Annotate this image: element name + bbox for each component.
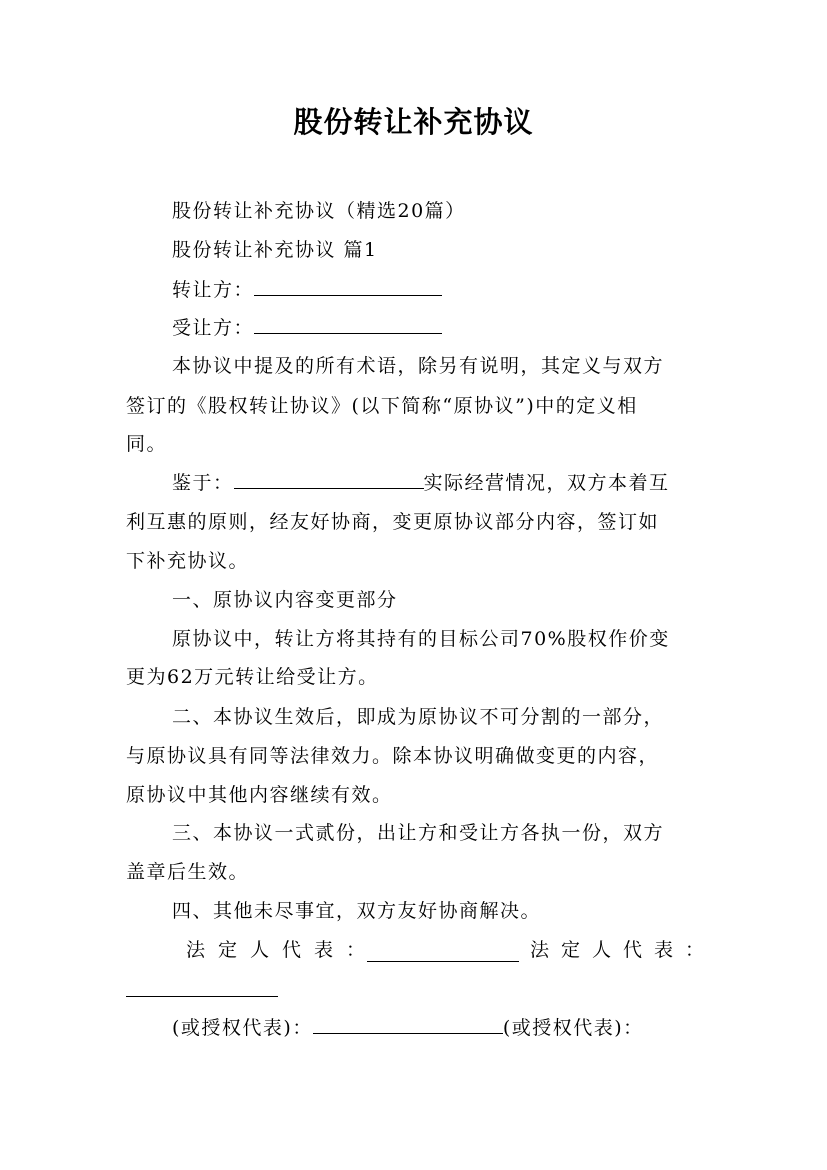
section-heading: 股份转让补充协议 篇1: [172, 239, 378, 261]
para2-prefix: 鉴于：: [172, 472, 234, 494]
authorized-left-label: (或授权代表)：: [172, 1017, 313, 1039]
para2-line-1: [172, 470, 670, 496]
legal-rep-left-label: 法定人代表：: [186, 939, 379, 961]
clause3-line-2: 盖章后生效。: [126, 861, 250, 883]
para2-blank: [234, 470, 424, 489]
clause1-line-1: 原协议中，转让方将其持有的目标公司70%股权作价变: [172, 628, 670, 650]
para2-line-2: 利互惠的原则，经友好协商，变更原协议部分内容，签订如: [126, 511, 660, 533]
authorized-line: [172, 1015, 644, 1041]
transferor-label: 转让方：: [172, 279, 255, 301]
transferee-label: 受让方：: [172, 317, 255, 339]
para2-line-3: 下补充协议。: [126, 550, 250, 572]
para1-line-1: 本协议中提及的所有术语，除另有说明，其定义与双方: [172, 355, 665, 377]
document-subtitle: 股份转让补充协议（精选20篇）: [172, 200, 466, 222]
legal-rep-right-label: 法定人代表：: [530, 939, 717, 961]
authorized-left-blank: [313, 1015, 503, 1034]
clause4: 四、其他未尽事宜，双方友好协商解决。: [172, 900, 542, 922]
para1-line-2: 签订的《股权转让协议》(以下简称“原协议”)中的定义相: [126, 395, 638, 417]
clause1-heading: 一、原协议内容变更部分: [172, 589, 398, 611]
authorized-right-label: (或授权代表)：: [502, 1017, 644, 1039]
transferee-line: [172, 315, 442, 341]
legal-rep-right-blank: [126, 978, 278, 997]
para1-line-3: 同。: [126, 433, 168, 455]
clause3-line-1: 三、本协议一式贰份，出让方和受让方各执一份，双方: [172, 822, 665, 844]
clause1-line-2: 更为62万元转让给受让方。: [126, 666, 379, 688]
transferee-blank: [254, 315, 442, 334]
transferor-blank: [254, 277, 442, 296]
legal-rep-left-blank: [367, 943, 519, 962]
clause2-line-3: 原协议中其他内容继续有效。: [126, 784, 393, 806]
clause2-line-2: 与原协议具有同等法律效力。除本协议明确做变更的内容，: [126, 745, 660, 767]
para2-suffix: 实际经营情况，双方本着互: [423, 472, 670, 494]
clause2-line-1: 二、本协议生效后，即成为原协议不可分割的一部分，: [172, 706, 665, 728]
transferor-line: [172, 277, 442, 303]
document-title: 股份转让补充协议: [293, 105, 534, 139]
